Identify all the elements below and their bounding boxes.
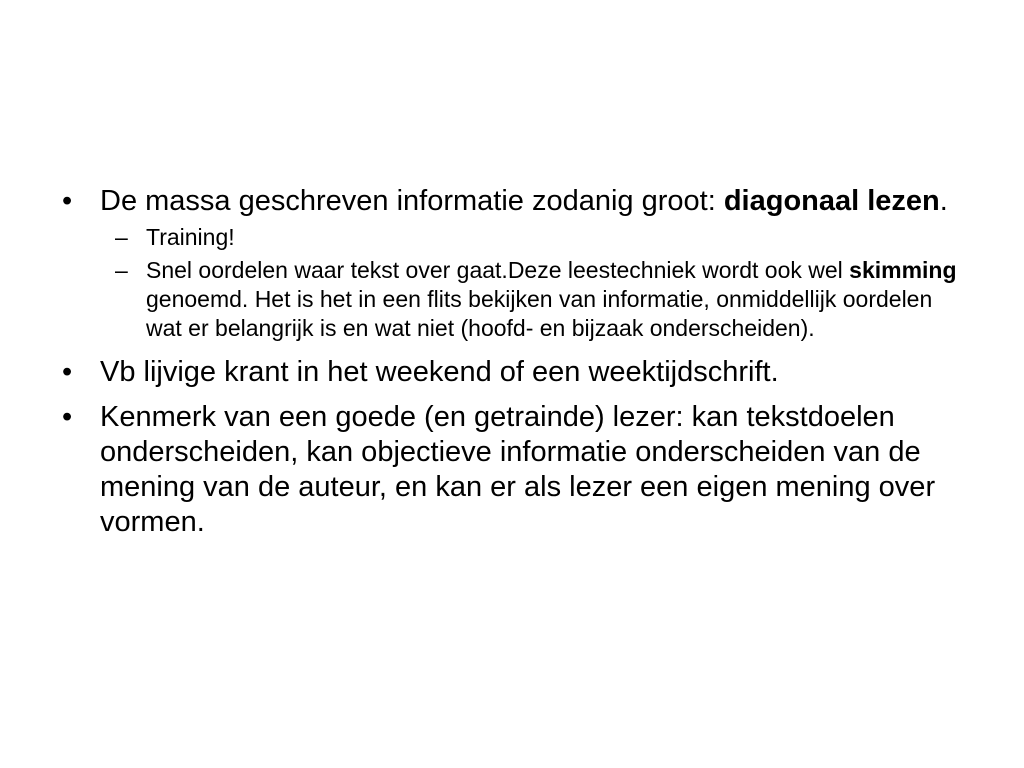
bullet-text: De massa geschreven informatie zodanig groot: (100, 185, 724, 217)
sub-bullet-item-1 (62, 223, 962, 252)
sub-bullet-item-2 (62, 256, 962, 343)
bullet-text: Kenmerk van een goede (en getrainde) lezer: kan tekstdoelen onderscheiden, kan objectieve informatie onderscheiden van de mening van de auteur, en kan er als lezer een eigen mening over vormen. (100, 401, 936, 538)
bullet-item-1 (62, 184, 962, 219)
slide-body (62, 184, 962, 550)
sub-bullet-text: Training! (146, 224, 235, 250)
bullet-marker: • (62, 356, 73, 388)
bullet-marker: • (62, 401, 73, 433)
sub-bullet-text-end: genoemd. Het is het in een flits bekijken van informatie, onmiddellijk oordelen wat er belangrijk is en wat niet (hoofd- en bijzaak onderscheiden). (146, 286, 933, 341)
sub-bullet-list (62, 223, 962, 343)
bullet-marker: • (62, 185, 73, 217)
bullet-text: Vb lijvige krant in het weekend of een weektijdschrift. (100, 356, 779, 388)
bullet-bold-text: diagonaal lezen (723, 185, 940, 217)
sub-bullet-marker: – (115, 257, 128, 283)
sub-bullet-text: Snel oordelen waar tekst over gaat.Deze leestechniek wordt ook wel (146, 257, 850, 283)
sub-bullet-bold-text: skimming (849, 257, 957, 283)
bullet-item-3 (62, 400, 962, 540)
bullet-text-end: . (939, 185, 948, 217)
bullet-item-2 (62, 355, 962, 390)
sub-bullet-marker: – (115, 224, 128, 250)
